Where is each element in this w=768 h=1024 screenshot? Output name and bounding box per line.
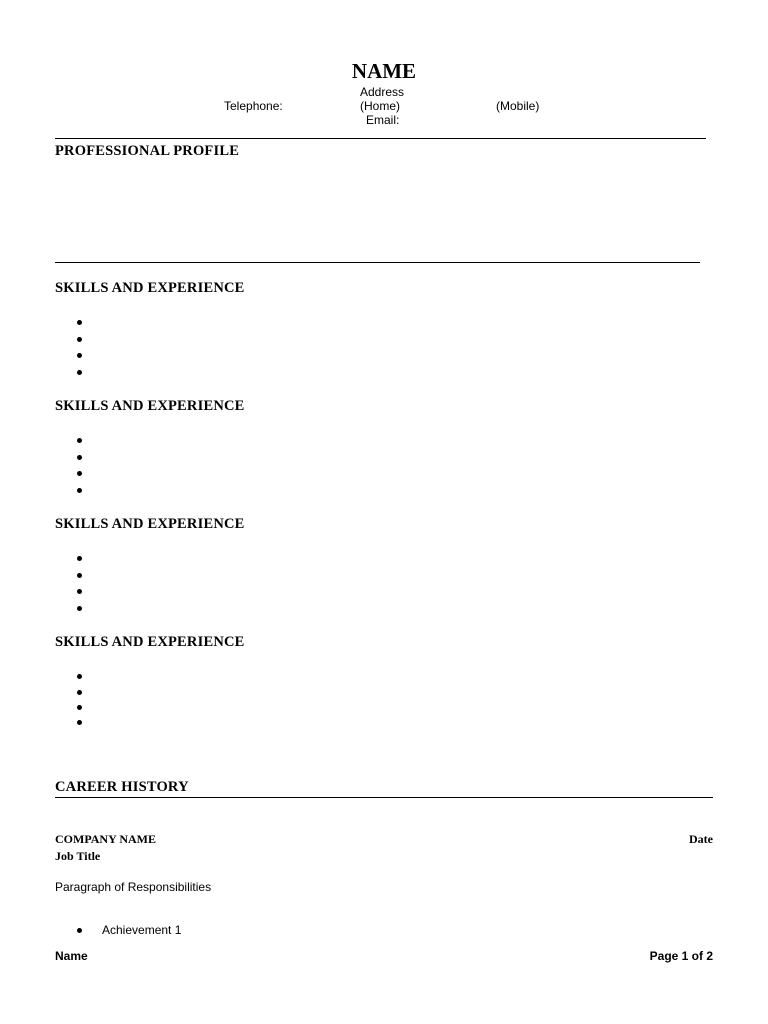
bullet-point: [77, 705, 82, 710]
bullet-point: [77, 337, 82, 342]
professional-profile-heading: PROFESSIONAL PROFILE: [55, 143, 240, 159]
company-name: COMPANY NAME: [55, 832, 156, 846]
bullet-point: [77, 320, 82, 325]
footer-name: Name: [55, 949, 88, 963]
profile-divider: [55, 262, 700, 263]
page-number: Page 1 of 2: [649, 949, 713, 963]
bullet-point: [77, 690, 82, 695]
bullet-point: [77, 353, 82, 358]
achievement-item: Achievement 1: [102, 923, 182, 937]
home-phone-label: (Home): [360, 99, 401, 113]
bullet-point: [77, 606, 82, 611]
bullet-point: [77, 455, 82, 460]
career-history-heading: CAREER HISTORY: [55, 779, 189, 795]
bullet-point: [77, 556, 82, 561]
bullet-point: [77, 471, 82, 476]
resume-name: NAME: [351, 59, 417, 83]
bullet-point: [77, 589, 82, 594]
bullet-point: [77, 928, 82, 933]
bullet-point: [77, 488, 82, 493]
telephone-label: Telephone:: [224, 99, 283, 113]
responsibilities-paragraph: Paragraph of Responsibilities: [55, 880, 212, 894]
address-label: Address: [360, 85, 405, 99]
email-label: Email:: [366, 113, 400, 127]
mobile-phone-label: (Mobile): [496, 99, 540, 113]
header-divider: [55, 138, 706, 139]
job-date: Date: [689, 832, 713, 846]
bullet-point: [77, 674, 82, 679]
bullet-point: [77, 720, 82, 725]
bullet-point: [77, 370, 82, 375]
bullet-point: [77, 573, 82, 578]
skills-heading-4: SKILLS AND EXPERIENCE: [55, 634, 245, 650]
skills-heading-2: SKILLS AND EXPERIENCE: [55, 398, 245, 414]
career-divider: [55, 797, 713, 798]
skills-heading-1: SKILLS AND EXPERIENCE: [55, 280, 245, 296]
bullet-point: [77, 438, 82, 443]
skills-heading-3: SKILLS AND EXPERIENCE: [55, 516, 245, 532]
job-title: Job Title: [55, 849, 101, 863]
